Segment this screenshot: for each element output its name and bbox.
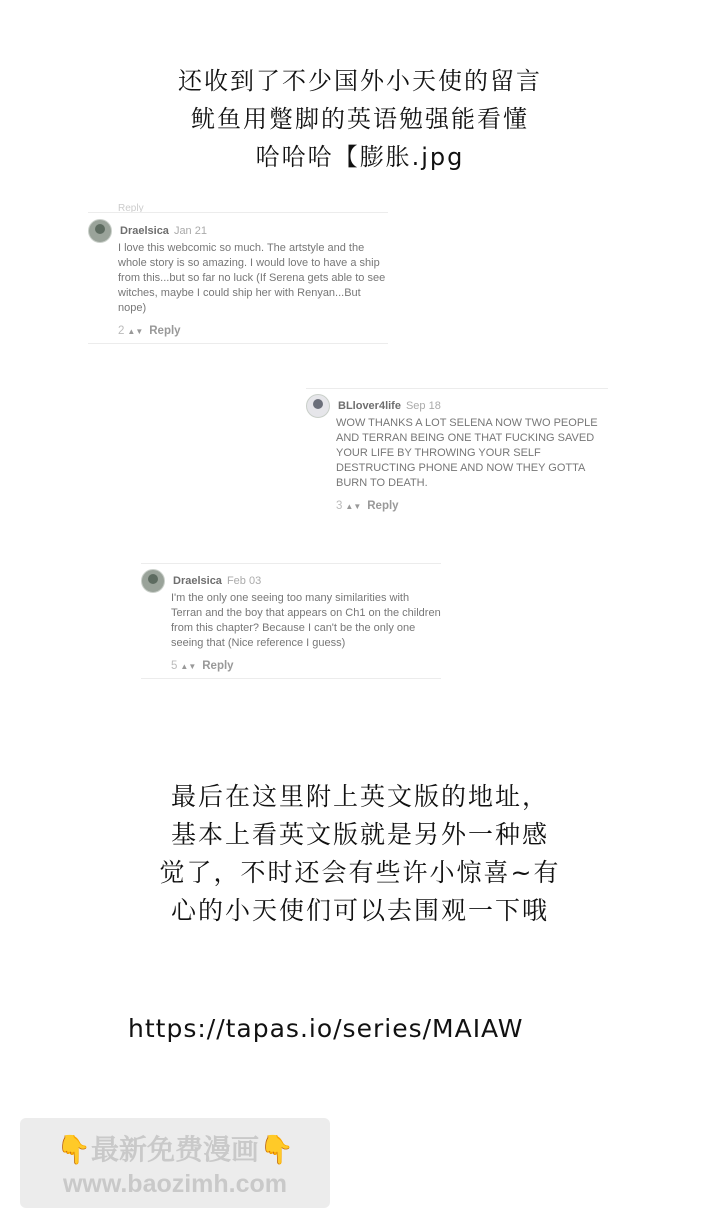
divider — [88, 343, 388, 344]
vote-arrows-icon[interactable]: ▲▼ — [127, 326, 144, 336]
outro-line: 觉了，不时还会有些许小惊喜~有 — [159, 858, 561, 887]
outro-line: 最后在这里附上英文版的地址， — [170, 782, 549, 811]
divider — [88, 212, 388, 213]
vote-arrows-icon[interactable]: ▲▼ — [345, 501, 362, 511]
outro-line: 基本上看英文版就是另外一种感 — [170, 820, 549, 849]
intro-line: 鱿鱼用蹩脚的英语勉强能看懂 — [191, 105, 529, 133]
reply-button[interactable]: Reply — [367, 500, 399, 512]
comment-text: I'm the only one seeing too many similarities with Terran and the boy that appears on Ch1 on the children from this chapter? Because I can't be the only one seeing that (Nice reference I guess) — [171, 592, 441, 649]
comment-text: I love this webcomic so much. The artstyle and the whole story is so amazing. I would love to have a ship from this...but so far no luck (If Serena gets able to see witches, maybe I could ship her with Renyan...But nope) — [118, 242, 386, 314]
series-url[interactable]: https://tapas.io/series/MAIAW — [128, 1014, 524, 1043]
watermark-url: www.baozimh.com — [62, 1170, 288, 1198]
watermark-line: 👇最新免费漫画👇 — [56, 1133, 294, 1166]
divider — [306, 388, 608, 389]
ghost-reply: Reply — [118, 203, 144, 212]
avatar[interactable] — [141, 569, 165, 593]
outro-text — [0, 778, 720, 930]
comment-card — [141, 563, 441, 679]
reply-button[interactable]: Reply — [202, 660, 234, 672]
avatar[interactable] — [88, 219, 112, 243]
divider — [141, 563, 441, 564]
comment-date: Sep 18 — [405, 400, 441, 412]
intro-line: 还收到了不少国外小天使的留言 — [178, 67, 542, 95]
vote-count: 5 — [171, 660, 178, 672]
vote-arrows-icon[interactable]: ▲▼ — [180, 661, 197, 671]
comment-card — [306, 388, 608, 512]
comment-author[interactable]: BLlover4life — [338, 400, 401, 412]
avatar[interactable] — [306, 394, 330, 418]
intro-text — [0, 62, 720, 176]
intro-line: 哈哈哈【膨胀.jpg — [255, 143, 465, 171]
divider — [141, 678, 441, 679]
reply-button[interactable]: Reply — [149, 325, 181, 337]
comment-date: Feb 03 — [226, 575, 262, 587]
vote-count: 3 — [336, 500, 343, 512]
comment-card — [88, 198, 388, 344]
comment-author[interactable]: Draelsica — [120, 225, 169, 237]
comment-text: WOW THANKS A LOT SELENA NOW TWO PEOPLE AND TERRAN BEING ONE THAT FUCKING SAVED YOUR LIFE BY THROWING YOUR SELF DESTRUCTING PHONE AND NOW THEY GOTTA BURN TO DEATH. — [336, 417, 598, 489]
comment-author[interactable]: Draelsica — [173, 575, 222, 587]
outro-line: 心的小天使们可以去围观一下哦 — [170, 896, 549, 925]
vote-count: 2 — [118, 325, 125, 337]
comment-date: Jan 21 — [173, 225, 207, 237]
watermark — [20, 1118, 330, 1208]
